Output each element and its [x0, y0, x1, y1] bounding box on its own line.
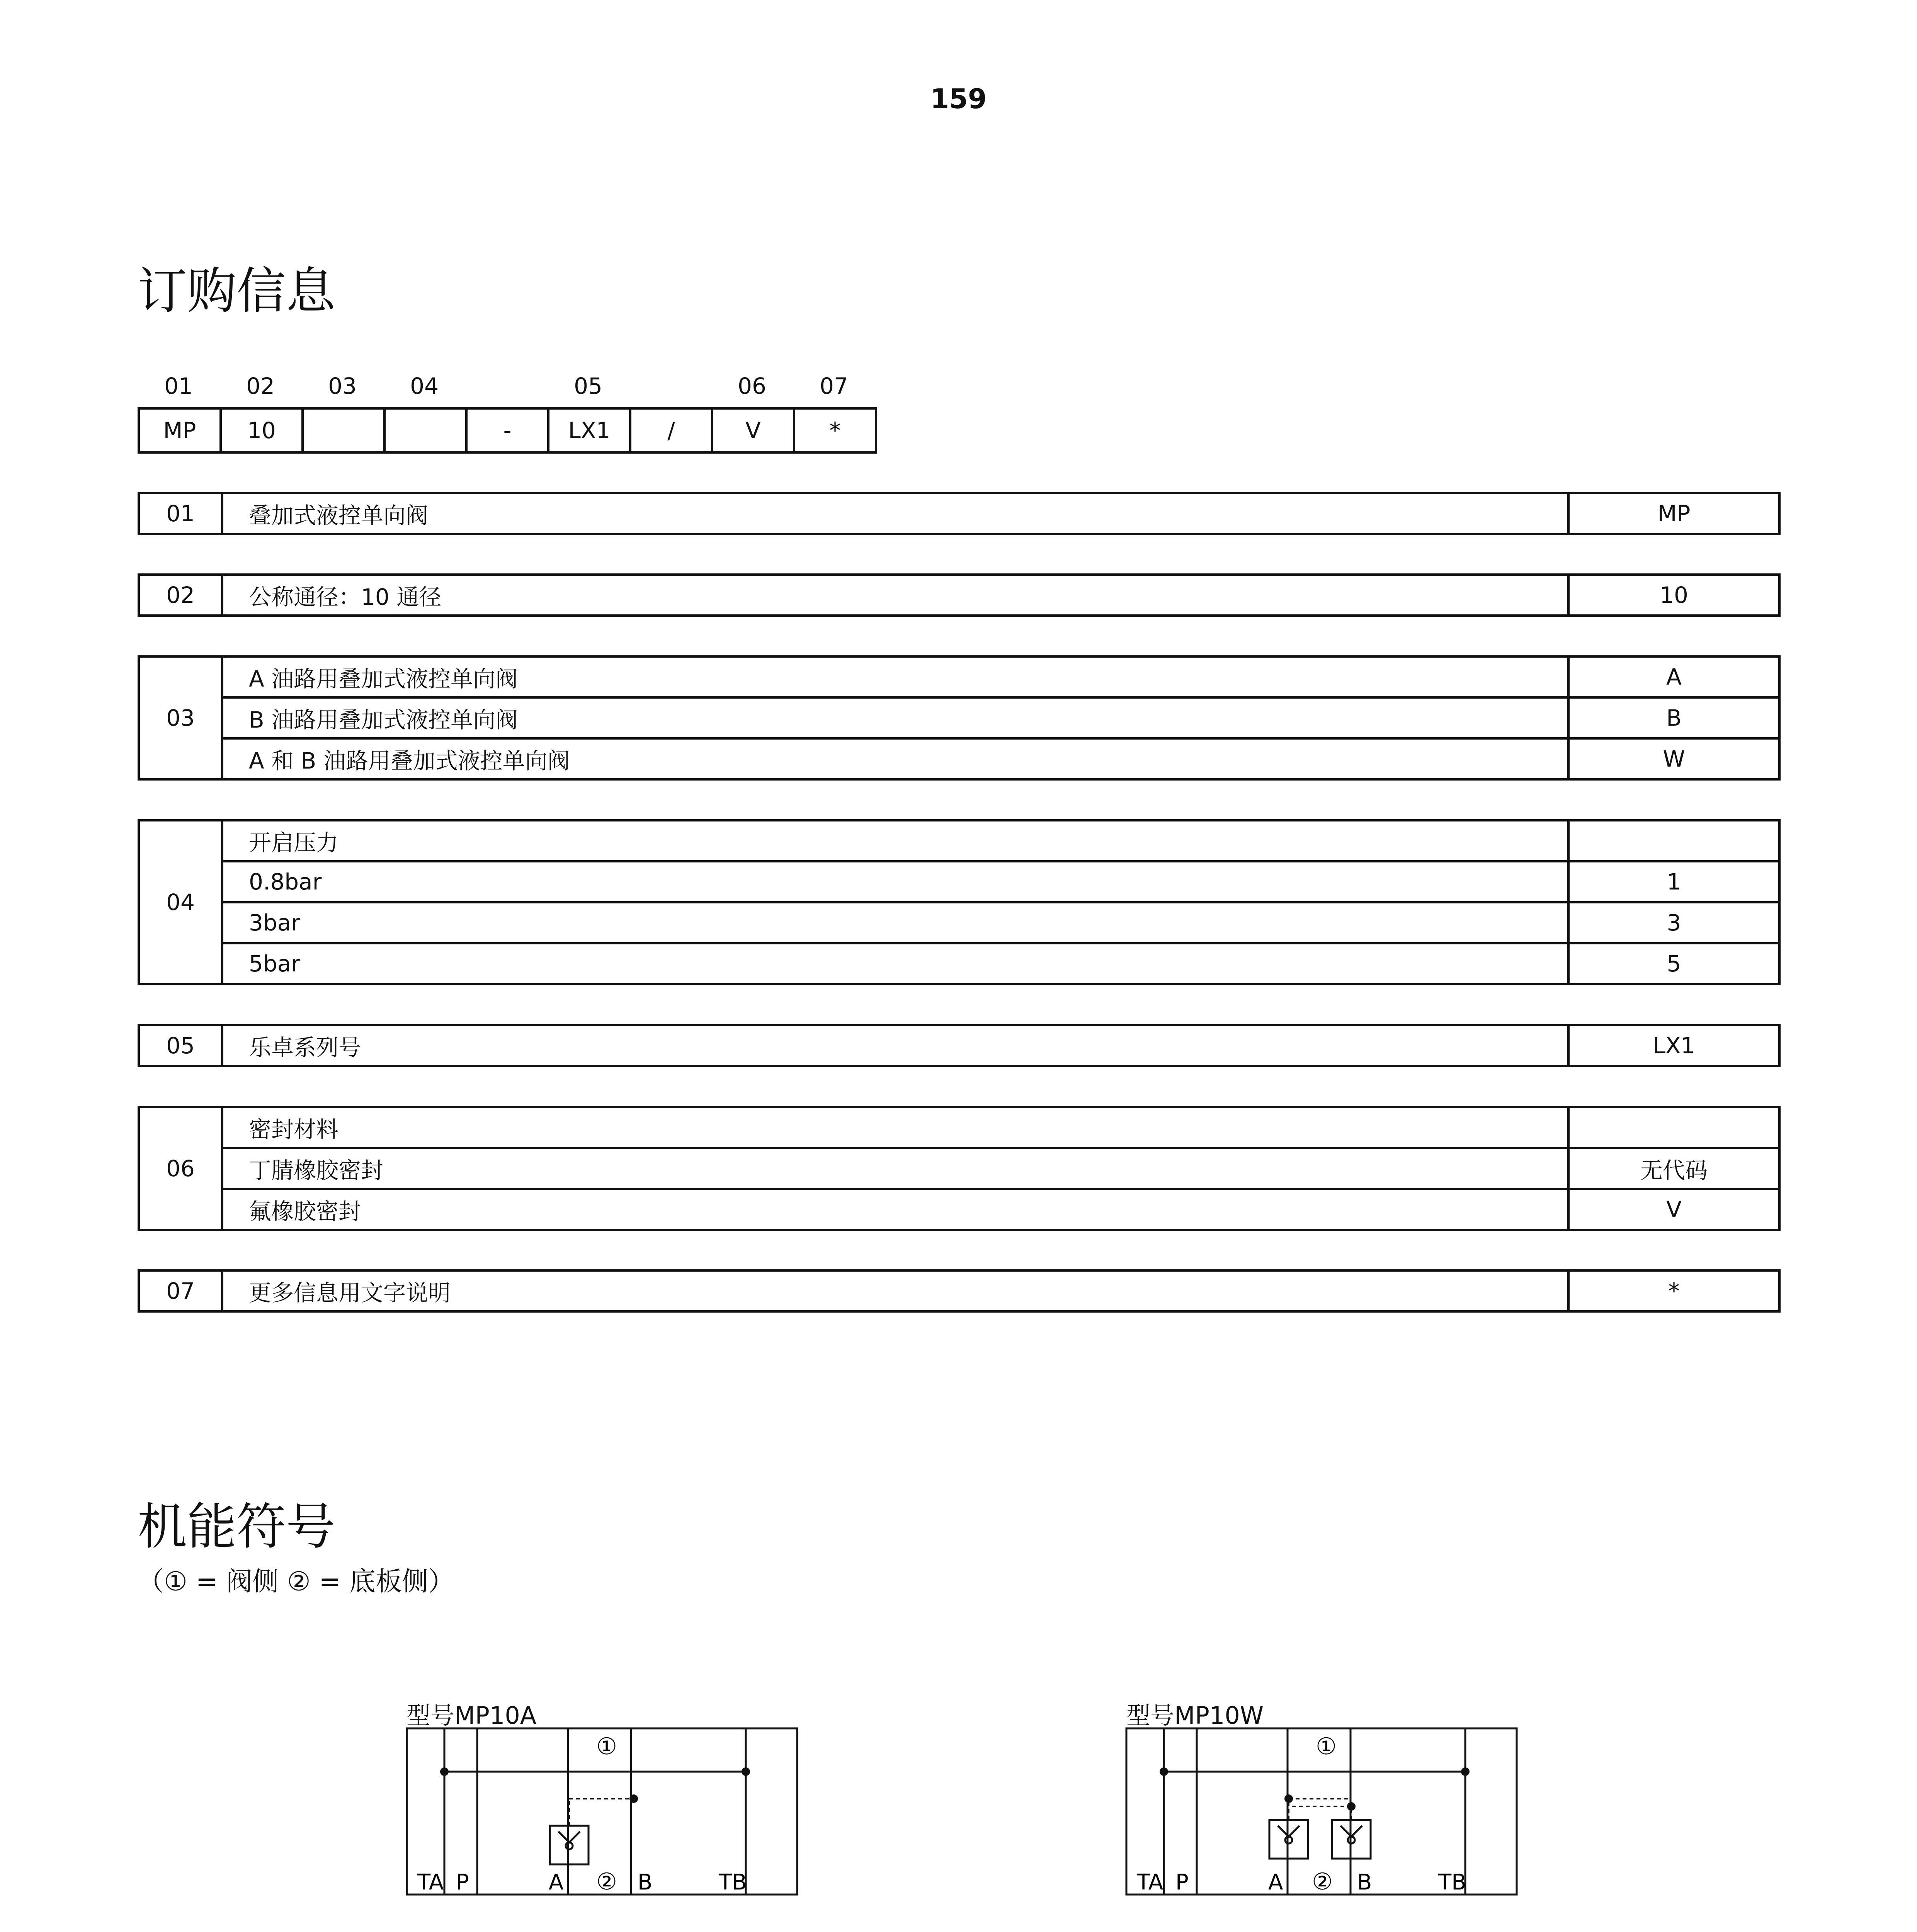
- symbols-heading: 机能符号: [138, 1498, 336, 1556]
- code-cell: V: [713, 410, 795, 451]
- option-row: [223, 1272, 1778, 1310]
- option-row: [223, 942, 1778, 983]
- option-row: [223, 576, 1778, 614]
- option-number: 07: [140, 1272, 223, 1310]
- option-code: V: [1666, 1196, 1682, 1223]
- option-code: 1: [1667, 869, 1681, 895]
- code-label: 07: [820, 373, 848, 399]
- code-label: 02: [246, 373, 275, 399]
- option-row: [223, 494, 1778, 533]
- code-label: 04: [410, 373, 439, 399]
- port-label: P: [456, 1870, 469, 1895]
- code-cell: 10: [222, 410, 304, 451]
- option-desc: 密封材料: [223, 1108, 1570, 1147]
- code-label: 06: [738, 373, 766, 399]
- ordering-heading: 订购信息: [138, 262, 336, 320]
- code-cell: /: [631, 410, 713, 451]
- option-number: 05: [140, 1026, 223, 1065]
- option-code: A: [1666, 664, 1682, 690]
- side-1-label: ①: [1316, 1733, 1337, 1760]
- option-desc: 更多信息用文字说明: [223, 1272, 1570, 1310]
- symbol-mp10a-drawing: [406, 1727, 800, 1897]
- port-label: TA: [1137, 1870, 1163, 1895]
- option-number: 02: [140, 576, 223, 614]
- code-cell: [386, 410, 468, 451]
- option-table-01: [138, 492, 1781, 535]
- port-label: A: [549, 1870, 564, 1895]
- code-cell: -: [468, 410, 549, 451]
- port-label: P: [1175, 1870, 1189, 1895]
- option-row: [223, 860, 1778, 901]
- option-code: W: [1663, 746, 1685, 772]
- option-desc: 0.8bar: [223, 862, 1570, 901]
- option-row: [223, 1108, 1778, 1147]
- option-code: LX1: [1653, 1032, 1695, 1059]
- code-label: 01: [164, 373, 193, 399]
- option-desc: 公称通径：10 通径: [223, 576, 1570, 614]
- port-label: B: [1357, 1870, 1372, 1895]
- option-row: [223, 1188, 1778, 1229]
- option-row: [223, 737, 1778, 778]
- option-table-06: [138, 1106, 1781, 1231]
- code-label: 05: [574, 373, 602, 399]
- option-desc: A 油路用叠加式液控单向阀: [223, 658, 1570, 696]
- symbol-mp10w: [1125, 1727, 1519, 1899]
- option-code: *: [1668, 1278, 1680, 1304]
- option-code: 无代码: [1640, 1157, 1708, 1184]
- option-number: 04: [140, 821, 223, 983]
- option-desc: 3bar: [223, 903, 1570, 942]
- option-table-04: [138, 819, 1781, 985]
- option-desc: 丁腈橡胶密封: [223, 1149, 1570, 1188]
- side-1-label: ①: [596, 1733, 617, 1760]
- option-row: [223, 658, 1778, 696]
- port-label: TA: [417, 1870, 444, 1895]
- option-code: 3: [1667, 910, 1681, 936]
- option-desc: 乐卓系列号: [223, 1026, 1570, 1065]
- code-cell: MP: [140, 410, 222, 451]
- diagram-title: 型号MP10W: [1126, 1701, 1264, 1730]
- port-label: B: [638, 1870, 653, 1895]
- option-desc: 叠加式液控单向阀: [223, 494, 1570, 533]
- code-cell: [304, 410, 386, 451]
- option-row: [223, 821, 1778, 860]
- option-code: B: [1666, 705, 1682, 731]
- symbol-mp10w-drawing: [1125, 1727, 1519, 1897]
- side-2-label: ②: [1312, 1868, 1333, 1895]
- code-cell: *: [795, 410, 877, 451]
- symbol-mp10a: [406, 1727, 800, 1899]
- option-desc: 开启压力: [223, 821, 1570, 860]
- symbols-legend: （① = 阀侧 ② = 底板侧）: [138, 1566, 454, 1597]
- option-desc: A 和 B 油路用叠加式液控单向阀: [223, 740, 1570, 778]
- option-code: [1570, 1108, 1778, 1147]
- option-desc: 5bar: [223, 944, 1570, 983]
- option-code: 5: [1667, 951, 1681, 977]
- port-label: A: [1268, 1870, 1283, 1895]
- option-table-02: [138, 573, 1781, 617]
- option-row: [223, 696, 1778, 737]
- option-desc: 氟橡胶密封: [223, 1190, 1570, 1229]
- diagram-title: 型号MP10A: [407, 1701, 537, 1730]
- order-code-strip: [138, 407, 877, 454]
- option-code: MP: [1657, 500, 1691, 527]
- page-number: 159: [930, 83, 987, 115]
- code-cell: LX1: [549, 410, 631, 451]
- option-code: [1570, 821, 1778, 860]
- option-table-07: [138, 1269, 1781, 1313]
- option-table-03: [138, 655, 1781, 781]
- port-label: TB: [719, 1870, 747, 1895]
- side-2-label: ②: [596, 1868, 617, 1895]
- option-code: 10: [1660, 582, 1688, 608]
- option-number: 06: [140, 1108, 223, 1229]
- option-row: [223, 1147, 1778, 1188]
- port-label: TB: [1438, 1870, 1466, 1895]
- option-row: [223, 1026, 1778, 1065]
- option-number: 01: [140, 494, 223, 533]
- option-desc: B 油路用叠加式液控单向阀: [223, 699, 1570, 737]
- code-label: 03: [328, 373, 357, 399]
- option-number: 03: [140, 658, 223, 778]
- option-table-05: [138, 1024, 1781, 1067]
- option-row: [223, 901, 1778, 942]
